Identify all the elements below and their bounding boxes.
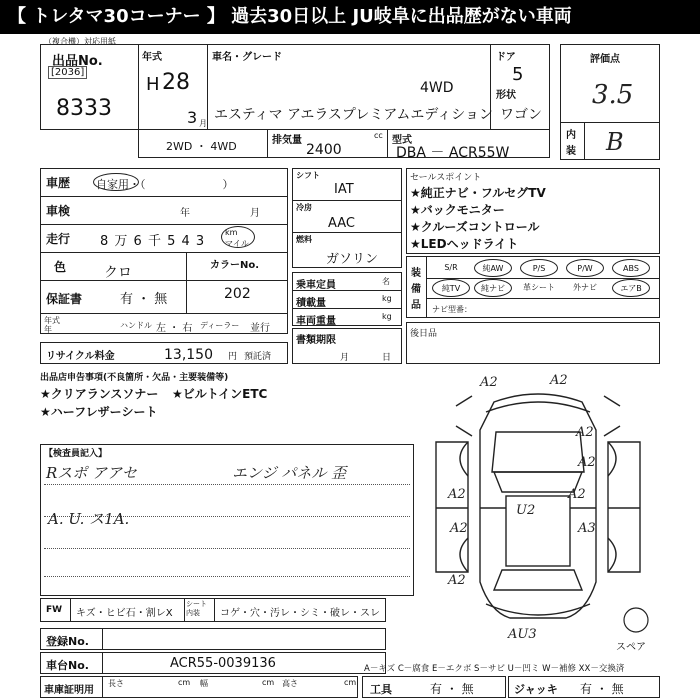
sales-point-1: ★バックモニター [410,203,505,217]
divider [267,130,268,158]
defects-label: 出品店申告事項(不良箇所・欠品・主要装備等) [40,373,229,383]
sales-point-2: ★クルーズコントロール [410,220,540,234]
sales-point-3: ★LEDヘッドライト [410,237,519,251]
capacity-label-0: 乗車定員 [296,280,336,291]
warranty-label: 保証書 [46,292,83,306]
equip-ext-navi: 外ナビ [573,283,597,292]
model-drive: 4WD [420,80,454,96]
left-rear-wheel-arch [460,538,468,572]
warranty-value: 有 ・ 無 [120,292,168,307]
spare-tire-icon [624,608,648,632]
row-label1: 年式 [44,316,60,325]
interior-value: B [606,128,624,156]
divider [40,224,288,225]
sales-points-label: セールスポイント [410,173,482,183]
chassis-label: 車台No. [46,659,89,672]
history-label: 車歴 [46,176,71,190]
damage-mark-left-rear-door: A2 [450,521,468,536]
displacement-unit: cc [374,131,383,140]
docs-deadline-label: 書類期限 [296,335,336,346]
doors-value: 5 [512,64,524,85]
equipment-label3: 品 [411,300,421,311]
cert-len-label: 長さ [108,679,124,688]
cert-hei-label: 高さ [282,679,298,688]
doors-label: ドア [496,52,516,63]
car-damage-diagram [416,372,660,642]
banner-title: 【 トレタマ30コーナー 】 過去30日以上 JU岐阜に出品歴がない車両 [0,0,700,34]
defect-1: ★ビルトインETC [172,387,268,401]
history-value: 自家用・（ ） [96,178,234,191]
rear-window [494,570,582,590]
divider [70,598,71,622]
front-right-corner [604,396,620,406]
handle-value: 左 ・ 右 [156,323,193,334]
right-rear-wheel-arch [608,538,616,572]
lot-label: 出品No. [52,54,103,69]
divider [292,232,402,233]
defect-0: ★クリアランスソナー [40,387,159,401]
cert-len-unit: cm [178,678,191,687]
capacity-unit-1: kg [382,294,392,303]
damage-code-legend: A－キズ C－腐食 E－エクボ S－サビ U－凹ミ W－補修 XX－交換済 [364,664,625,674]
defect-2: ★ハーフレザーシート [40,405,158,419]
equip-power-windows: P/W [566,259,604,277]
recycle-note: 預託済 [244,352,272,362]
recycle-value: 13,150 [164,347,213,363]
year-value: 28 [162,70,190,95]
damage-mark-left-front-door: A2 [448,487,466,502]
mileage-label: 走行 [46,232,71,246]
divider [186,252,187,314]
mileage-unit2: マイル [225,239,249,248]
front-bumper [486,402,590,412]
model-code-value: DBA － ACR55W [396,145,510,161]
divider [184,598,185,622]
damage-mark-right-rear-door: A3 [578,521,596,536]
chassis-value: ACR55-0039136 [170,656,276,671]
color-no-label: カラーNo. [210,260,260,271]
after-date-label: 後日品 [410,329,438,339]
recycle-label: リサイクル料金 [46,351,115,362]
recycle-unit: 円 [228,352,238,362]
registration-label: 登録No. [46,635,89,648]
damage-mark-roof: U2 [516,503,536,518]
model-name: エスティマ アエラスプレミアムエディション [214,107,493,123]
divider [102,628,103,650]
year-era: H [146,74,160,95]
model-label: 車名・グレード [212,52,282,63]
capacity-label-2: 車両重量 [296,316,336,327]
damage-mark-right-fender: A2 [578,455,596,470]
capacity-unit-2: kg [382,312,392,321]
shape-label: 形状 [496,90,516,101]
docs-deadline-day: 日 [382,353,392,363]
divider [40,196,288,197]
cert-hei-unit: cm [344,678,357,687]
drive-options: 2WD ・ 4WD [166,140,237,153]
hood-panel [492,432,584,472]
aircon-value: AAC [328,216,355,231]
seat-items: コゲ・穴・汚レ・シミ・破レ・スレ [220,608,380,619]
inspector-label: 【検査員記入】 [44,449,108,459]
divider [387,130,388,158]
navi-model-label: ナビ型番： [432,305,472,314]
year-month: 3 [187,108,198,127]
aircon-label: 冷房 [296,203,312,212]
equip-abs: ABS [612,259,650,277]
inspector-note-2: A. U. ス1A. [48,510,130,528]
cert-label: 車庫証明用 [44,685,94,696]
divider [426,256,427,318]
equip-airbag: エアB [612,279,650,297]
damage-mark-right-front-door: A2 [568,487,586,502]
score-value: 3.5 [592,80,634,110]
right-front-wheel-arch [608,442,616,476]
shift-value: IAT [334,182,354,197]
fuel-label: 燃料 [296,235,312,244]
year-label: 年式 [142,52,162,63]
color-no-value: 202 [224,286,251,302]
right-side-panel [608,442,640,572]
ruled-line [44,576,410,577]
model-code-label: 型式 [392,135,412,146]
divider [584,122,585,160]
damage-mark-right-front: A2 [576,425,594,440]
capacity-unit-0: 名 [382,277,390,286]
divider [40,280,288,281]
equip-tv: 純TV [432,279,470,297]
cert-wid-unit: cm [262,678,275,687]
displacement-value: 2400 [306,142,342,158]
inspector-note-0: Rスポ アアセ [46,464,137,482]
history-circle [93,173,139,191]
tools-value: 有 ・ 無 [430,682,474,696]
interior-label1: 内 [566,130,576,141]
color-label: 色 [54,260,67,274]
divider [102,676,103,698]
jack-value: 有 ・ 無 [580,682,624,696]
ruled-line [44,548,410,549]
dealer-value: 並行 [250,323,270,334]
lot-sub: [2036] [48,66,87,79]
equipment-label2: 備 [411,284,421,295]
jack-label: ジャッキ [514,683,558,696]
divider [207,44,208,130]
inspector-note-1: エンジ パネル 歪 [232,464,347,482]
left-front-wheel-arch [460,442,468,476]
divider [292,200,402,201]
damage-mark-rear-bumper: AU3 [508,627,537,642]
equip-navi: 純ナビ [474,279,512,297]
capacity-label-1: 積載量 [296,298,326,309]
fuel-value: ガソリン [326,252,379,267]
equip-power-steering: P/S [520,259,558,277]
damage-mark-left-rear: A2 [448,573,466,588]
inspection-label: 車検 [46,204,71,218]
fw-items: キズ・ヒビ石・割レX [76,608,173,619]
color-value: クロ [104,265,132,281]
damage-mark-front-left: A2 [480,375,498,390]
mileage-circle [221,226,255,248]
equip-leather: 革シート [523,283,555,292]
damage-mark-front-right: A2 [550,373,568,388]
equip-alloy-wheels: 純AW [474,259,512,277]
equipment-label1: 装 [411,268,421,279]
top-note: （複合機）対応用紙 [44,37,116,46]
displacement-label: 排気量 [272,135,302,146]
fw-label: FW [46,605,63,615]
divider [560,122,660,123]
shift-label: シフト [296,171,320,180]
mileage-unit: km [225,228,238,237]
inspection-month-unit: 月 [250,208,260,219]
equip-sr: S/R [444,263,458,272]
after-date-box [406,322,660,364]
left-side-panel [436,442,468,572]
inspection-year-unit: 年 [180,208,190,219]
mileage-digits: 8 万 6 千 5 4 3 [100,234,206,249]
score-label: 評価点 [590,54,620,65]
cert-wid-label: 幅 [200,679,208,688]
registration-row [40,628,386,650]
left-mirror [456,426,472,436]
year-month-unit: 月 [199,119,207,128]
tools-label: 工具 [370,683,392,696]
shape-value: ワゴン [500,107,542,123]
divider [426,298,660,299]
divider [40,252,288,253]
front-left-corner [456,396,472,406]
lot-number: 8333 [56,96,112,121]
ruled-line [44,484,410,485]
interior-label2: 装 [566,146,576,157]
sales-point-0: ★純正ナビ・フルセグTV [410,186,546,200]
docs-deadline-unit: 月 [340,353,350,363]
divider [214,598,215,622]
handle-label: ハンドル [120,321,152,330]
seat-label: シート内装 [186,600,207,617]
spare-label: スペア [616,642,646,653]
dealer-label: ディーラー [200,321,240,330]
right-mirror [604,426,620,436]
divider [102,652,103,674]
row-label2: 年 [44,325,52,334]
